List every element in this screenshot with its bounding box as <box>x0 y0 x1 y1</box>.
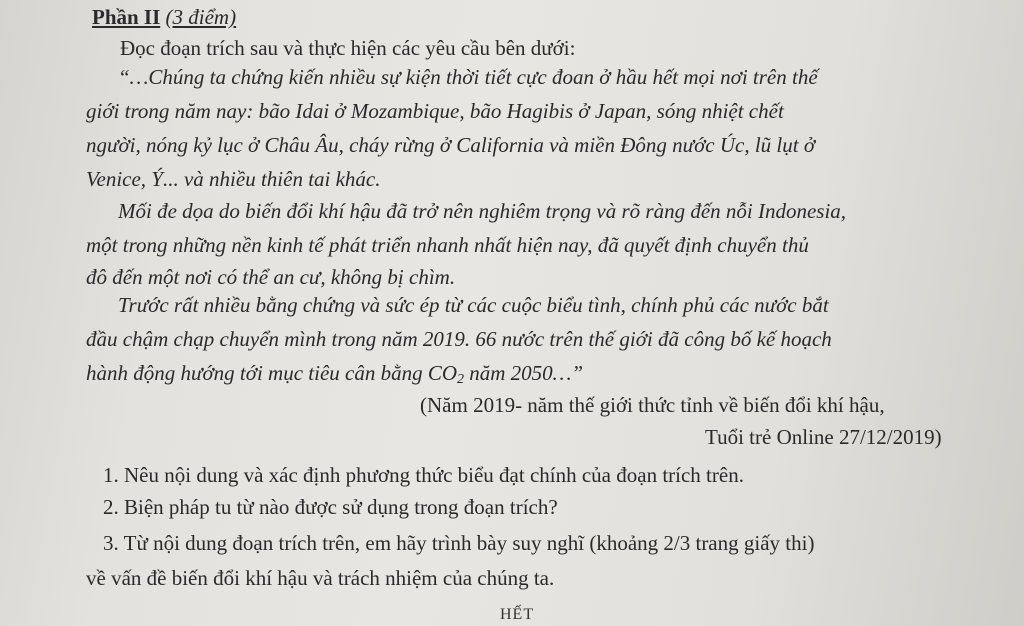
passage-line: Trước rất nhiều bằng chứng và sức ép từ các cuộc biểu tình, chính phủ các nước bắt <box>118 293 829 317</box>
passage-line-co2 <box>86 360 583 386</box>
question-1: 1. Nêu nội dung và xác định phương thức biểu đạt chính của đoạn trích trên. <box>103 463 744 487</box>
question-3-line1: 3. Từ nội dung đoạn trích trên, em hãy trình bày suy nghĩ (khoảng 2/3 trang giấy thi) <box>103 531 815 555</box>
section-score: (3 điểm) <box>165 5 237 29</box>
section-heading <box>92 4 236 30</box>
source-citation-line1: (Năm 2019- năm thế giới thức tỉnh về biến đổi khí hậu, <box>420 393 885 417</box>
question-3-line2: về vấn đề biến đổi khí hậu và trách nhiệm của chúng ta. <box>86 566 555 590</box>
passage-line: Mối đe dọa do biến đổi khí hậu đã trở nên nghiêm trọng và rõ ràng đến nỗi Indonesia, <box>118 199 847 223</box>
co2-subscript: 2 <box>457 372 465 387</box>
passage-line: giới trong năm nay: bão Idai ở Mozambique, bão Hagibis ở Japan, sóng nhiệt chết <box>86 99 784 123</box>
passage-line: “…Chúng ta chứng kiến nhiều sự kiện thời tiết cực đoan ở hầu hết mọi nơi trên thế <box>118 65 818 89</box>
question-2: 2. Biện pháp tu từ nào được sử dụng trong đoạn trích? <box>103 495 558 519</box>
passage-line: người, nóng kỷ lục ở Châu Âu, cháy rừng ở California và miền Đông nước Úc, lũ lụt ở <box>86 133 816 157</box>
instruction-text: Đọc đoạn trích sau và thực hiện các yêu cầu bên dưới: <box>120 36 576 60</box>
passage-line: một trong những nền kinh tế phát triển nhanh nhất hiện nay, đã quyết định chuyển thủ <box>86 233 809 257</box>
passage-line: đô đến một nơi có thể an cư, không bị chìm. <box>86 265 456 289</box>
source-citation-line2: Tuổi trẻ Online 27/12/2019) <box>705 425 942 449</box>
section-title: Phần II <box>92 5 161 29</box>
passage-text: hành động hướng tới mục tiêu cân bằng CO <box>86 361 458 385</box>
passage-line: Venice, Ý... và nhiều thiên tai khác. <box>86 167 381 191</box>
passage-line: đầu chậm chạp chuyển mình trong năm 2019. 66 nước trên thế giới đã công bố kế hoạch <box>86 327 832 351</box>
end-mark-text: HẾT <box>500 606 535 623</box>
passage-text: năm 2050…” <box>464 361 584 385</box>
end-mark <box>500 606 534 624</box>
